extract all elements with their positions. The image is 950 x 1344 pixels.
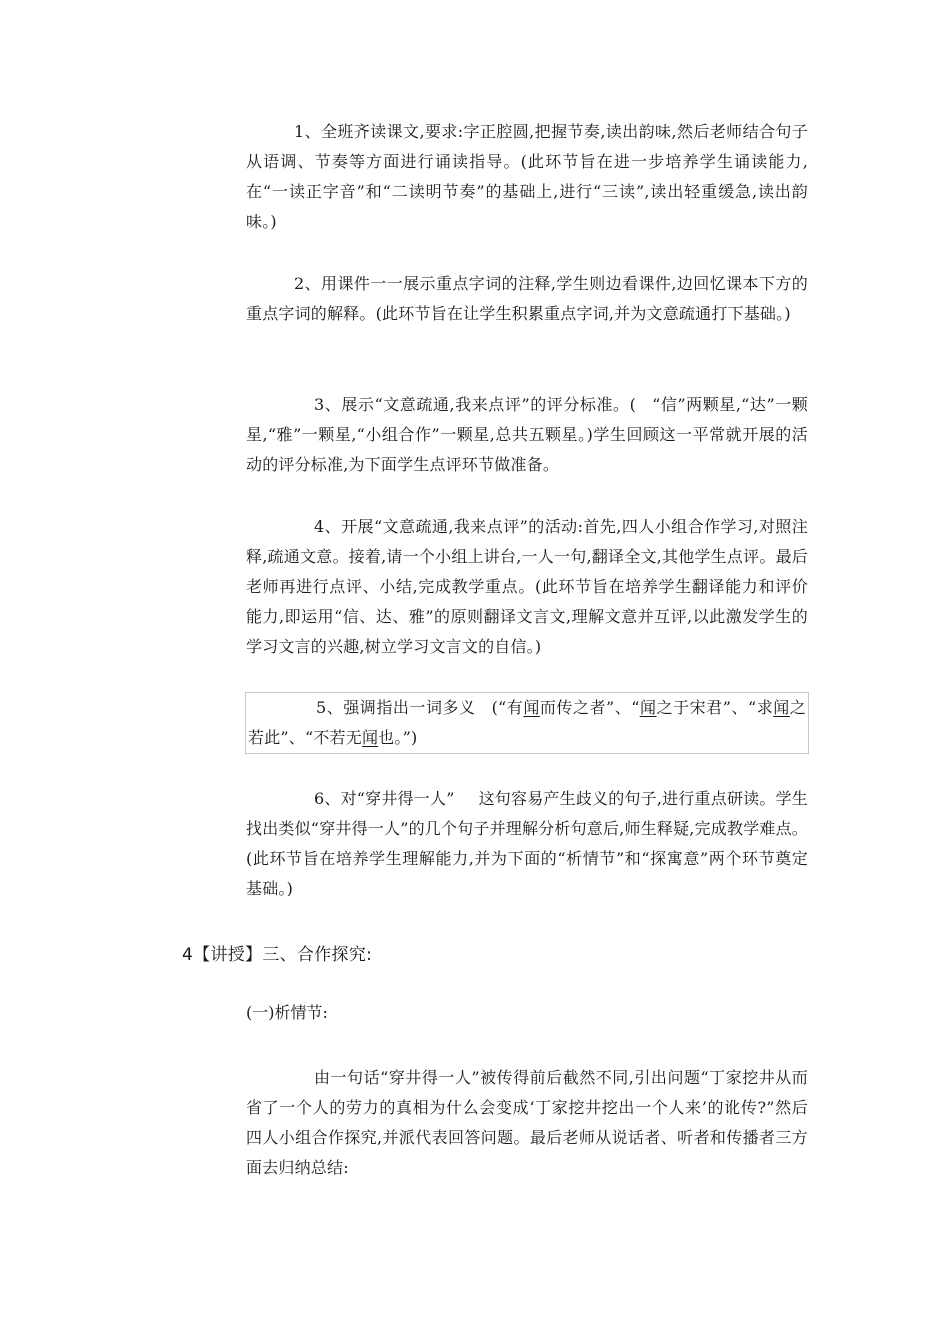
paragraph-3-text-a: 3、展示“文意疏通,我来点评”的评分标准。(	[314, 395, 637, 414]
p5-underlined-wen-3: 闻	[773, 698, 790, 717]
paragraph-3	[246, 390, 808, 480]
paragraph-2-text: 2、用课件一一展示重点字词的注释,学生则边看课件,边回忆课本下方的重点字词的解释。(此环节旨在让学生积累重点字词,并为文意疏通打下基础。)	[246, 274, 808, 323]
subsection-title: (一)析情节:	[246, 1003, 328, 1022]
paragraph-4-text: 4、开展“文意疏通,我来点评”的活动:首先,四人小组合作学习,对照注释,疏通文意。接着,请一个小组上讲台,一人一句,翻译全文,其他学生点评。最后老师再进行点评、小结,完成教学重点。(此环节旨在培养学生翻译能力和评价能力,即运用“信、达、雅”的原则翻译文言文,理解文意并互评,以此激发学生的学习文言的兴趣,树立学习文言文的自信。)	[246, 517, 808, 656]
paragraph-1	[246, 117, 808, 237]
p5-underlined-wen-4: 闻	[361, 728, 379, 747]
paragraph-5-boxed	[245, 692, 809, 754]
paragraph-7-text: 由一句话“穿井得一人”被传得前后截然不同,引出问题“丁家挖井从而省了一个人的劳力的真相为什么会变成‘丁家挖井挖出一个人来’的讹传?”然后四人小组合作探究,并派代表回答问题。最后老师从说话者、听者和传播者三方面去归纳总结:	[246, 1068, 808, 1177]
paragraph-6-text-b: 这句容易产生歧义的句子,进行重点研读。学生找出类似“穿井得一人”的几个句子并理解分析句意后,师生释疑,完成教学难点。(此环节旨在培养学生理解能力,并为下面的“析情节”和“探寓意”两个环节奠定基础。)	[246, 789, 808, 898]
paragraph-6	[246, 784, 808, 904]
p5-quote-1-pre: (“有	[491, 698, 524, 717]
paragraph-3-text-b: “信”两颗星,“达”一颗星,“雅”一颗星,“小组合作”一颗星,总共五颗星。)学生回顾这一平常就开展的活动的评分标准,为下面学生点评环节做准备。	[246, 395, 808, 474]
paragraph-5-lead: 5、强调指出一词多义	[316, 698, 476, 717]
p5-underlined-wen-2: 闻	[639, 698, 657, 717]
paragraph-6-text-a: 6、对“穿井得一人”	[314, 789, 455, 808]
p5-underlined-wen-1: 闻	[523, 698, 540, 717]
p5-quote-2-post: 之于宋君”、“求	[656, 698, 774, 717]
p5-quote-3-post: 之若此”、“不若无	[248, 698, 807, 747]
p5-quote-4-post: 也。”)	[378, 728, 418, 747]
paragraph-7	[246, 1063, 808, 1183]
section-heading: 4【讲授】三、合作探究:	[182, 945, 373, 965]
p5-quote-1-post: 而传之者”、“	[539, 698, 640, 717]
paragraph-2	[246, 269, 808, 329]
paragraph-1-text: 1、全班齐读课文,要求:字正腔圆,把握节奏,读出韵味,然后老师结合句子从语调、节奏等方面进行诵读指导。(此环节旨在进一步培养学生诵读能力,在“一读正字音”和“二读明节奏”的基础上,进行“三读”,读出轻重缓急,读出韵味。)	[246, 122, 808, 231]
paragraph-4	[246, 512, 808, 662]
